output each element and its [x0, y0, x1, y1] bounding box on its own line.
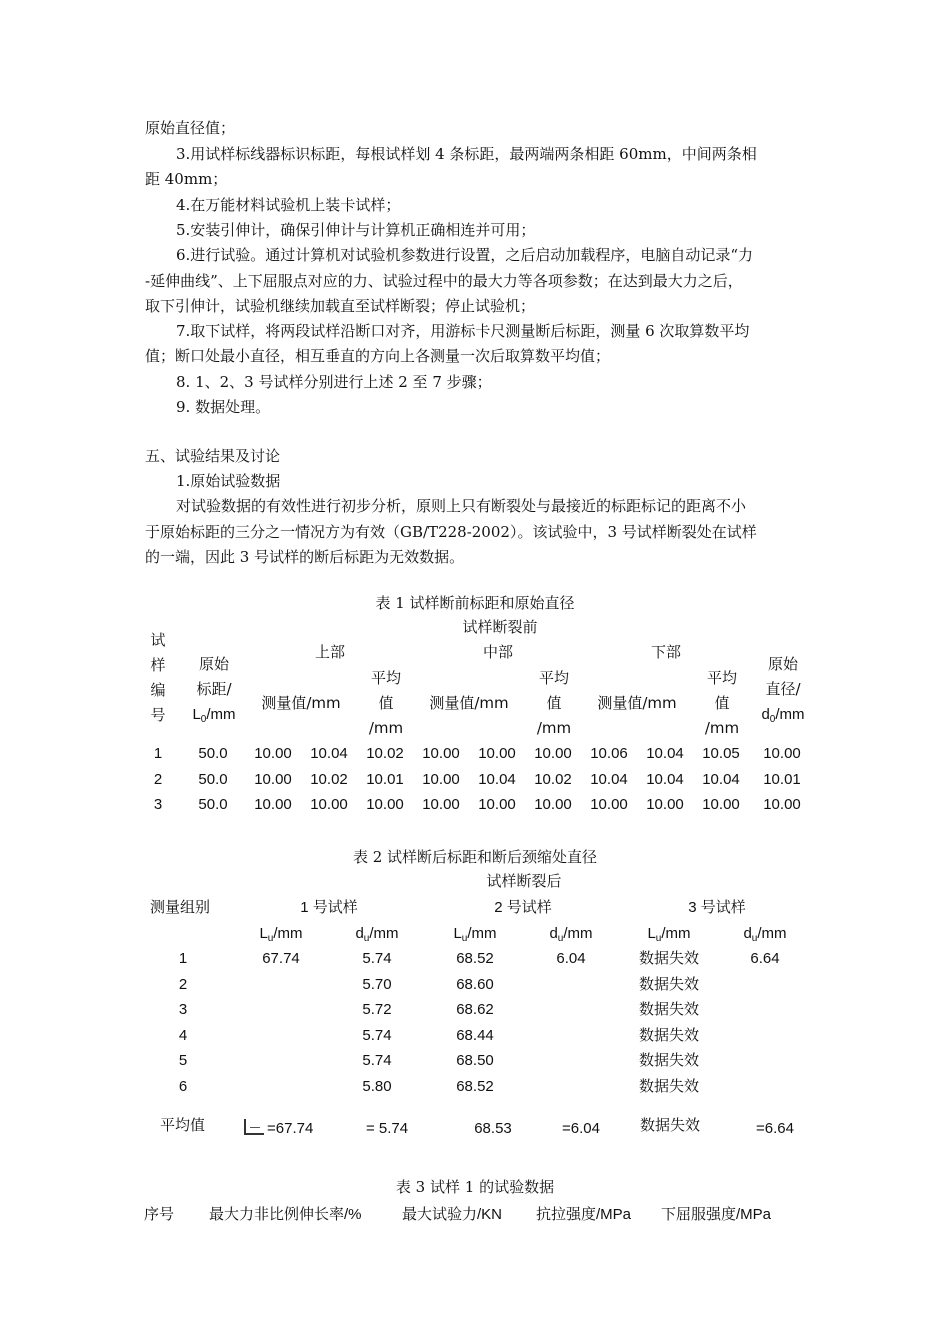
table-1-caption: 表 1 试样断前标距和原始直径 [375, 594, 575, 612]
table-cell: 68.44 [456, 1026, 494, 1044]
unit: /mm [563, 925, 593, 942]
value: =67.74 [267, 1120, 314, 1137]
table-cell: 50.0 [198, 745, 228, 762]
unit: /mm [273, 925, 303, 942]
table-row-index: 6 [178, 1078, 188, 1095]
symbol: d [549, 925, 558, 942]
header-text: /mm [704, 719, 740, 737]
table-cell: 10.00 [310, 796, 348, 813]
table-cell: 10.04 [646, 771, 684, 788]
table-3-caption: 表 3 试样 1 的试验数据 [395, 1178, 555, 1196]
subscript: u [557, 933, 564, 944]
table-cell: 数据失效 [638, 949, 699, 967]
table-cell: 5.74 [362, 1052, 392, 1070]
average-3-du: =6.64 [756, 1120, 794, 1137]
header-elongation: 最大力非比例伸长率/% [209, 1206, 362, 1223]
table-cell: 10.00 [254, 796, 292, 813]
lower-measure-header: 测量值/mm [597, 694, 677, 712]
table-cell: 5.74 [362, 950, 392, 967]
step-7-line-1: 7.取下试样，将两段试样沿断口对齐，用游标卡尺测量断后标距，测量 6 次取算数平均 [176, 322, 750, 340]
unit: /mm [369, 925, 399, 942]
table-cell: 10.00 [646, 796, 684, 813]
header-text: 值 [546, 694, 562, 712]
header-lower-yield: 下屈服强度/MPa [661, 1206, 772, 1223]
step-5: 5.安装引伸计，确保引伸计与计算机正确相连并可用； [176, 221, 536, 239]
table-row-index: 1 [153, 745, 163, 762]
average-label: 平均值 [160, 1116, 206, 1134]
header-char: 号 [150, 706, 166, 724]
table-cell: 10.00 [422, 745, 460, 762]
header-text: 原始 [198, 655, 229, 673]
table-cell: 10.00 [702, 796, 740, 813]
table-1-group-header: 试样断裂前 [462, 618, 538, 636]
table-cell: 67.74 [262, 950, 300, 967]
table-cell: 10.04 [646, 745, 684, 762]
header-char: 样 [150, 656, 166, 674]
symbol: L [259, 925, 268, 942]
table-cell: 10.00 [590, 796, 628, 813]
upper-header: 上部 [314, 643, 345, 661]
table-cell: 10.04 [478, 771, 516, 788]
average-3-lu: 数据失效 [639, 1116, 700, 1134]
table-2-group-header: 试样断裂后 [486, 872, 562, 890]
symbol: L [647, 925, 656, 942]
unit: /mm [757, 925, 787, 942]
table-cell: 10.01 [366, 771, 404, 788]
subscript: u [363, 933, 370, 944]
section-heading: 五、试验结果及讨论 [145, 447, 281, 465]
header-char: 编 [150, 681, 166, 699]
col-measure-group: 测量组别 [150, 898, 211, 916]
header-index: 序号 [144, 1205, 175, 1223]
header-text: 值 [378, 694, 394, 712]
lower-header: 下部 [650, 643, 681, 661]
step-6-line-3: 取下引伸计，试验机继续加载直至试样断裂；停止试验机； [145, 297, 536, 315]
table-row-index: 2 [178, 975, 188, 993]
table-cell: 10.02 [534, 771, 572, 788]
subscript: u [267, 933, 274, 944]
table-cell: 数据失效 [638, 1077, 699, 1095]
unit: /mm [775, 706, 805, 723]
paragraph-line: 于原始标距的三分之一情况方为有效（GB/T228-2002）。该试验中，3 号试样断裂处在试样 [145, 523, 757, 541]
symbol: L [192, 706, 201, 723]
step-9: 9. 数据处理。 [176, 398, 271, 416]
step-8: 8. 1、2、3 号试样分别进行上述 2 至 7 步骤； [176, 373, 492, 391]
subscript: 0 [200, 714, 207, 725]
table-cell: 6.64 [750, 950, 780, 967]
header-text: 平均 [538, 669, 569, 687]
table-cell: 68.62 [456, 1001, 494, 1019]
subscript: 0 [769, 714, 776, 725]
unit: /mm [661, 925, 691, 942]
table-cell: 10.00 [254, 771, 292, 788]
table-cell: 10.04 [590, 771, 628, 788]
table-cell: 50.0 [198, 796, 228, 813]
table-row-index: 3 [178, 1001, 188, 1019]
table-row-index: 5 [178, 1052, 188, 1070]
subscript: u [461, 933, 468, 944]
header-text: 标距/ [196, 680, 232, 698]
header-text: 直径/ [765, 680, 801, 698]
table-row-index: 2 [153, 771, 163, 788]
step-3-line-1: 3.用试样标线器标识标距，每根试样划 4 条标距，最两端两条相距 60mm，中间两条相 [176, 145, 757, 163]
table-row-index: 3 [153, 796, 163, 813]
header-text: 平均 [706, 669, 737, 687]
table-cell: 数据失效 [638, 1051, 699, 1070]
table-row-index: 4 [178, 1026, 188, 1044]
step-6-line-2: -延伸曲线”、上下屈服点对应的力、试验过程中的最大力等各项参数；在达到最大力之后， [145, 272, 743, 290]
table-2-caption: 表 2 试样断后标距和断后颈缩处直径 [352, 848, 598, 866]
table-cell: 10.00 [478, 745, 516, 762]
unit: /mm [467, 925, 497, 942]
table-cell: 10.04 [702, 771, 740, 788]
paragraph-line: 的一端，因此 3 号试样的断后标距为无效数据。 [145, 548, 465, 566]
unit: /mm [206, 706, 236, 723]
table-cell: 10.00 [254, 745, 292, 762]
table-cell: 50.0 [198, 771, 228, 788]
header-char: 试 [150, 631, 166, 649]
header-text: 原始 [767, 655, 798, 673]
table-cell: 5.80 [362, 1078, 392, 1095]
step-6-line-1: 6.进行试验。通过计算机对试验机参数进行设置，之后启动加载程序，电脑自动记录“力 [176, 246, 753, 264]
table-cell: 10.00 [478, 796, 516, 813]
specimen-3-header: 3 号试样 [688, 899, 746, 916]
table-cell: 68.50 [456, 1052, 494, 1070]
upper-measure-header: 测量值/mm [261, 694, 341, 712]
table-cell: 68.52 [456, 950, 494, 967]
table-cell: 10.02 [310, 771, 348, 788]
table-cell: 10.00 [534, 796, 572, 813]
table-cell: 10.02 [366, 745, 404, 762]
subscript: u [655, 933, 662, 944]
table-cell: 10.00 [763, 745, 801, 762]
table-cell: 数据失效 [638, 974, 699, 993]
specimen-2-header: 2 号试样 [494, 899, 552, 916]
subscript: u [751, 933, 758, 944]
header-text: /mm [368, 719, 404, 737]
table-cell: 10.00 [366, 796, 404, 813]
middle-header: 中部 [482, 643, 513, 661]
table-cell: 5.74 [362, 1026, 392, 1044]
average-1-du: = 5.74 [365, 1120, 409, 1137]
table-cell: 数据失效 [638, 1000, 699, 1019]
table-cell: 10.01 [763, 771, 801, 788]
table-cell: 10.06 [590, 745, 628, 762]
symbol: L [453, 925, 462, 942]
table-cell: 10.00 [422, 771, 460, 788]
paragraph-line: 对试验数据的有效性进行初步分析，原则上只有断裂处与最接近的标距标记的距离不小 [176, 497, 747, 515]
subsection-heading: 1.原始试验数据 [176, 472, 281, 490]
table-cell: 68.60 [456, 975, 494, 993]
symbol: d [743, 925, 752, 942]
table-cell: 68.52 [456, 1078, 494, 1095]
header-max-force: 最大试验力/KN [402, 1206, 503, 1223]
step-7-line-2: 值；断口处最小直径，相互垂直的方向上各测量一次后取算数平均值； [145, 347, 611, 365]
table-cell: 10.04 [310, 745, 348, 762]
header-text: 平均 [370, 669, 401, 687]
header-text: 值 [714, 694, 730, 712]
table-cell: 数据失效 [638, 1025, 699, 1044]
specimen-1-header: 1 号试样 [300, 899, 358, 916]
table-cell: 5.70 [362, 975, 392, 993]
middle-measure-header: 测量值/mm [429, 694, 509, 712]
header-tensile-strength: 抗拉强度/MPa [536, 1206, 632, 1223]
table-cell: 5.72 [362, 1001, 392, 1019]
table-cell: 6.04 [556, 950, 586, 967]
step-3-line-2: 距 40mm； [145, 170, 228, 188]
text-line: 原始直径值； [145, 119, 236, 137]
symbol: d [355, 925, 364, 942]
table-cell: 10.05 [702, 745, 740, 762]
average-2-lu: 68.53 [474, 1120, 512, 1137]
table-cell: 10.00 [763, 796, 801, 813]
average-2-du: =6.04 [562, 1120, 600, 1137]
step-4: 4.在万能材料试验机上装卡试样； [176, 196, 401, 214]
table-cell: 10.00 [534, 745, 572, 762]
header-text: /mm [536, 719, 572, 737]
table-row-index: 1 [178, 950, 188, 967]
symbol: d [761, 706, 770, 723]
table-cell: 10.00 [422, 796, 460, 813]
